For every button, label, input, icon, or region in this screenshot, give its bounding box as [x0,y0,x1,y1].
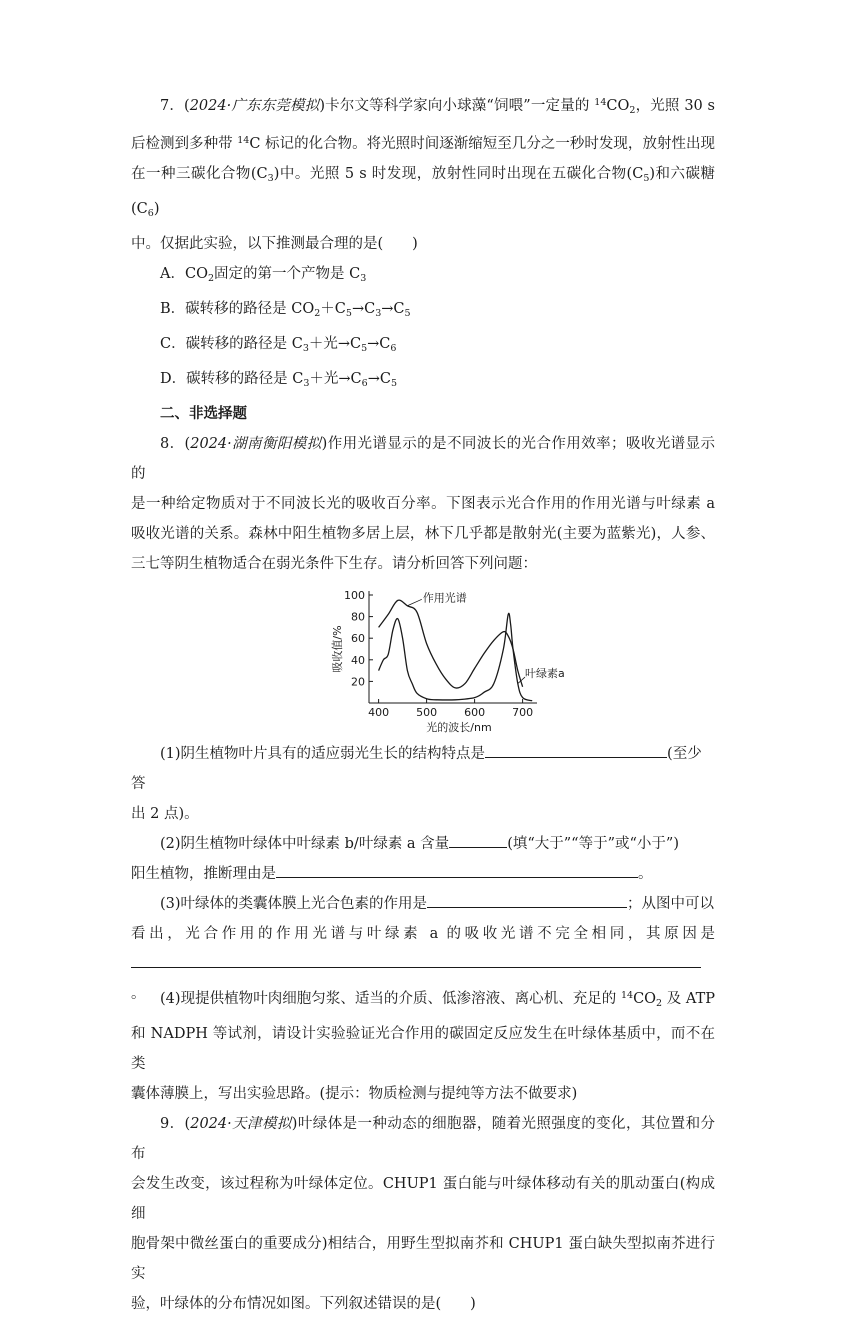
x-tick-label: 700 [512,706,534,719]
q9-line-2: 会发生改变，该过程称为叶绿体定位。CHUP1 蛋白能与叶绿体移动有关的肌动蛋白(构成细 [131,1176,715,1222]
y-tick-label: 100 [344,589,365,602]
q9-line-3: 胞骨架中微丝蛋白的重要成分)相结合，用野生型拟南芥和 CHUP1 蛋白缺失型拟南芥进行实 [131,1236,715,1282]
series-line-action-spectrum [379,600,523,688]
q8-sub4-line-1: (4)现提供植物叶肉细胞匀浆、适当的介质、低渗溶液、离心机、充足的 $^{14}CO_2$ 及 ATP [160,990,715,1009]
q8-sub3-line-2: 看出，光合作用的作用光谱与叶绿素 a 的吸收光谱不完全相同，其原因是 [131,926,715,942]
q8-sub3-line-3: 。 [131,949,715,979]
q9-line-4: 验，叶绿体的分布情况如图。下列叙述错误的是( ) [131,1296,476,1312]
x-tick-label: 600 [464,706,486,719]
series-label-leader [407,599,421,605]
q8-line-2: 是一种给定物质对于不同波长光的吸收百分率。下图表示光合作用的作用光谱与叶绿素 a [131,496,715,512]
q8-line-3: 吸收光谱的关系。森林中阳生植物多居上层，林下几乎都是散射光(主要为蓝紫光)，人参、 [131,526,715,542]
y-tick-label: 60 [351,632,365,646]
q7-line-3: 在一种三碳化合物$(C_3)$中。光照 5 s 时发现，放射性同时出现在五碳化合物$(C_5)$和六碳糖$(C_6)$ [131,166,715,219]
answer-blank-1[interactable] [485,739,667,758]
q8-sub2-line-1: (2)阴生植物叶绿体中叶绿素 b/叶绿素 a 含量 (填“大于”“等于”或“小于”) [131,829,715,859]
x-tick-label: 500 [416,706,438,719]
answer-blank-5[interactable] [131,949,701,968]
section-heading: 二、非选择题 [160,405,247,422]
q8-sub4-line-3: 囊体薄膜上，写出实验思路。(提示：物质检测与提纯等方法不做要求) [131,1086,578,1102]
q8-sub1-line-1: (1)阴生植物叶片具有的适应弱光生长的结构特点是 (至少答 [131,739,715,799]
spectrum-figure [131,583,715,735]
x-tick-label: 400 [368,706,390,719]
q7-line-2: 后检测到多种带 $^{14}$C 标记的化合物。将光照时间逐渐缩短至几分之一秒时发现，放射性出现 [131,135,716,152]
answer-blank-3[interactable] [276,859,638,878]
document-page [131,88,715,1319]
q8-line-4: 三七等阴生植物适合在弱光条件下生存。请分析回答下列问题： [131,556,537,572]
q7-option-b: B．碳转移的路径是 $CO_2+C_5\to C_3\to C_5$ [160,301,411,319]
q7-option-d: D．碳转移的路径是 $C_3+$光$\to C_6\to C_5$ [160,371,397,389]
answer-blank-4[interactable] [427,889,627,908]
answer-blank-2[interactable] [449,829,507,848]
y-tick-label: 40 [351,653,365,667]
series-label-action-spectrum: 作用光谱 [422,591,467,605]
q8-sub1-line-2: 出 2 点)。 [131,806,199,822]
q7-line-4: 中。仅据此实验，以下推测最合理的是( ) [131,236,418,252]
q8-line-1: 8．(2024·湖南衡阳模拟)作用光谱显示的是不同波长的光合作用效率；吸收光谱显示的 [131,436,716,482]
y-tick-label: 20 [351,675,365,689]
q7-line-1: 7．(2024·广东东莞模拟)卡尔文等科学家向小球藻“饲喂”一定量的 $^{14}CO_2$，光照 30 s [160,97,715,116]
y-tick-label: 80 [351,610,365,624]
q8-sub3-line-1: (3)叶绿体的类囊体膜上光合色素的作用是 ；从图中可以 [131,889,715,919]
q8-sub2-line-2: 阳生植物，推断理由是 。 [131,859,715,889]
spectrum-chart [327,583,567,735]
series-label-chlorophyll-a: 叶绿素a [525,667,565,681]
y-axis-label: 吸收值/% [331,625,344,673]
x-axis-label: 光的波长/nm [426,721,492,734]
q8-sub4-line-2: 和 NADPH 等试剂，请设计实验验证光合作用的碳固定反应发生在叶绿体基质中，而不在类 [131,1026,715,1072]
q7-option-c: C．碳转移的路径是 $C_3+$光$\to C_5\to C_6$ [160,336,397,354]
q7-option-a: A．$CO_2$固定的第一个产物是 $C_3$ [160,266,367,284]
q9-line-1: 9．(2024·天津模拟)叶绿体是一种动态的细胞器，随着光照强度的变化，其位置和分布 [131,1116,716,1162]
